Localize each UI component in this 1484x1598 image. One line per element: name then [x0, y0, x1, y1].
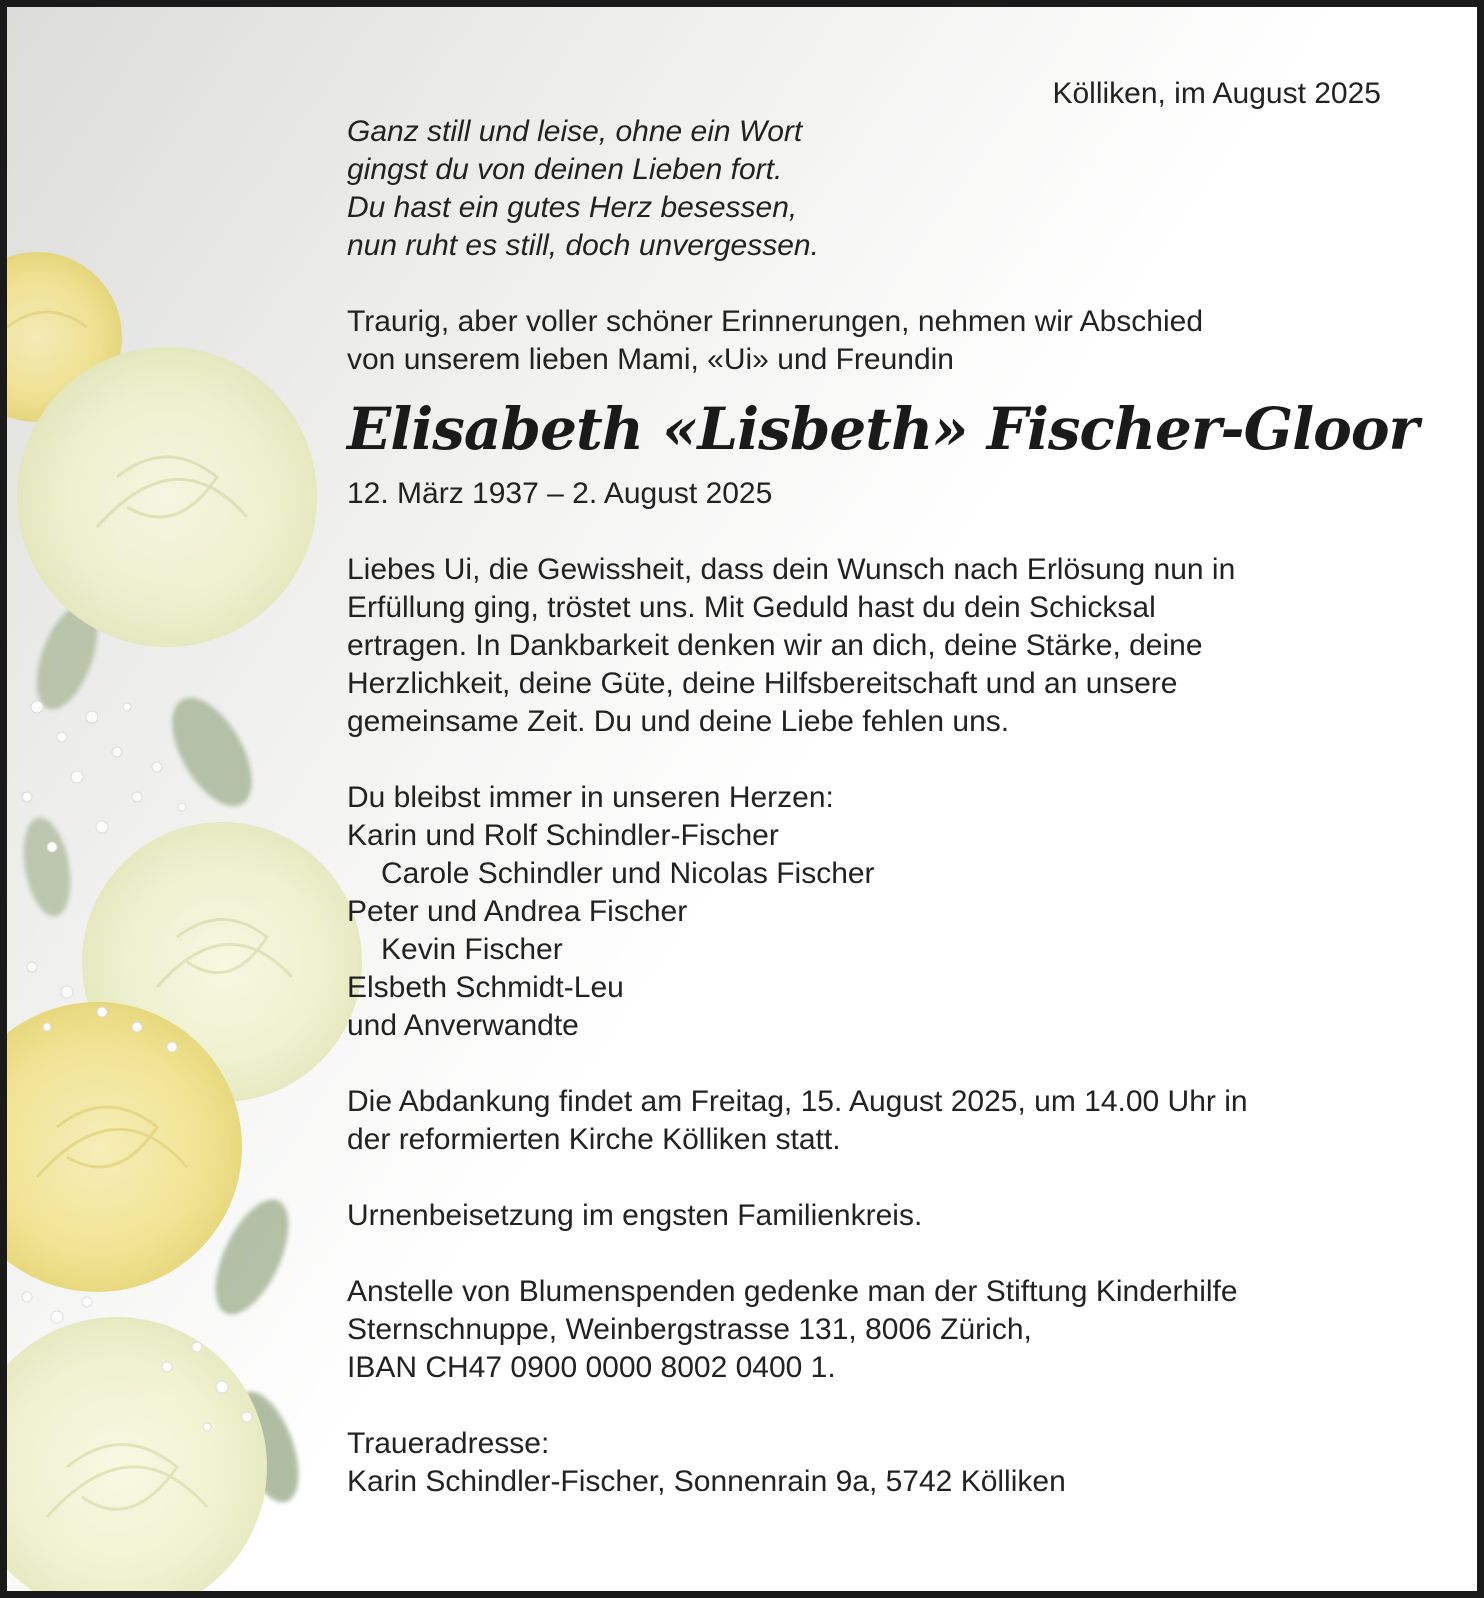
address-label: Traueradresse: [347, 1427, 550, 1460]
mourner: Karin und Rolf Schindler-Fischer [347, 819, 779, 852]
ceremony-line: Die Abdankung findet am Freitag, 15. August 2025, um 14.00 Uhr in [347, 1085, 1248, 1118]
mourner: Elsbeth Schmidt-Leu [347, 971, 624, 1004]
message-line: ertragen. In Dankbarkeit denken wir an dich, deine Stärke, deine [347, 629, 1203, 662]
deceased-name: Elisabeth «Lisbeth» Fischer-Gloor [347, 395, 1419, 463]
intro-line: Traurig, aber voller schöner Erinnerungen, nehmen wir Abschied [347, 305, 1204, 338]
mourners-heading: Du bleibst immer in unseren Herzen: [347, 781, 834, 814]
donation-line: Sternschnuppe, Weinbergstrasse 131, 8006 Zürich, [347, 1313, 1032, 1346]
intro-line: von unserem lieben Mami, «Ui» und Freundin [347, 343, 954, 376]
mourner: Peter und Andrea Fischer [347, 895, 688, 928]
burial-note: Urnenbeisetzung im engsten Familienkreis. [347, 1199, 923, 1232]
life-dates: 12. März 1937 – 2. August 2025 [347, 477, 773, 510]
mourning-address [347, 1425, 1381, 1501]
message-line: gemeinsame Zeit. Du und deine Liebe fehlen uns. [347, 705, 1010, 738]
message-text [347, 551, 1381, 741]
donation-line: Anstelle von Blumenspenden gedenke man der Stiftung Kinderhilfe [347, 1275, 1238, 1308]
donation-text [347, 1273, 1381, 1387]
mourner: und Anverwandte [347, 1009, 579, 1042]
place-date: Kölliken, im August 2025 [1052, 77, 1381, 110]
poem-line: Du hast ein gutes Herz besessen, [347, 191, 798, 224]
message-line: Herzlichkeit, deine Güte, deine Hilfsbereitschaft und an unsere [347, 667, 1178, 700]
intro-text [347, 303, 1381, 379]
obituary-text [347, 75, 1419, 1501]
message-line: Liebes Ui, die Gewissheit, dass dein Wunsch nach Erlösung nun in [347, 553, 1236, 586]
mourner-indented: Carole Schindler und Nicolas Fischer [381, 857, 875, 890]
poem-line: gingst du von deinen Lieben fort. [347, 153, 783, 186]
mourner-indented: Kevin Fischer [381, 933, 563, 966]
ceremony-line: der reformierten Kirche Kölliken statt. [347, 1123, 841, 1156]
poem-line: nun ruht es still, doch unvergessen. [347, 229, 819, 262]
address-value: Karin Schindler-Fischer, Sonnenrain 9a, 5742 Kölliken [347, 1465, 1066, 1498]
poem [347, 113, 1381, 265]
mourners-list [347, 779, 1381, 1045]
ceremony-text [347, 1083, 1381, 1159]
donation-line: IBAN CH47 0900 0000 8002 0400 1. [347, 1351, 836, 1384]
poem-line: Ganz still und leise, ohne ein Wort [347, 115, 803, 148]
message-line: Erfüllung ging, tröstet uns. Mit Geduld hast du dein Schicksal [347, 591, 1156, 624]
